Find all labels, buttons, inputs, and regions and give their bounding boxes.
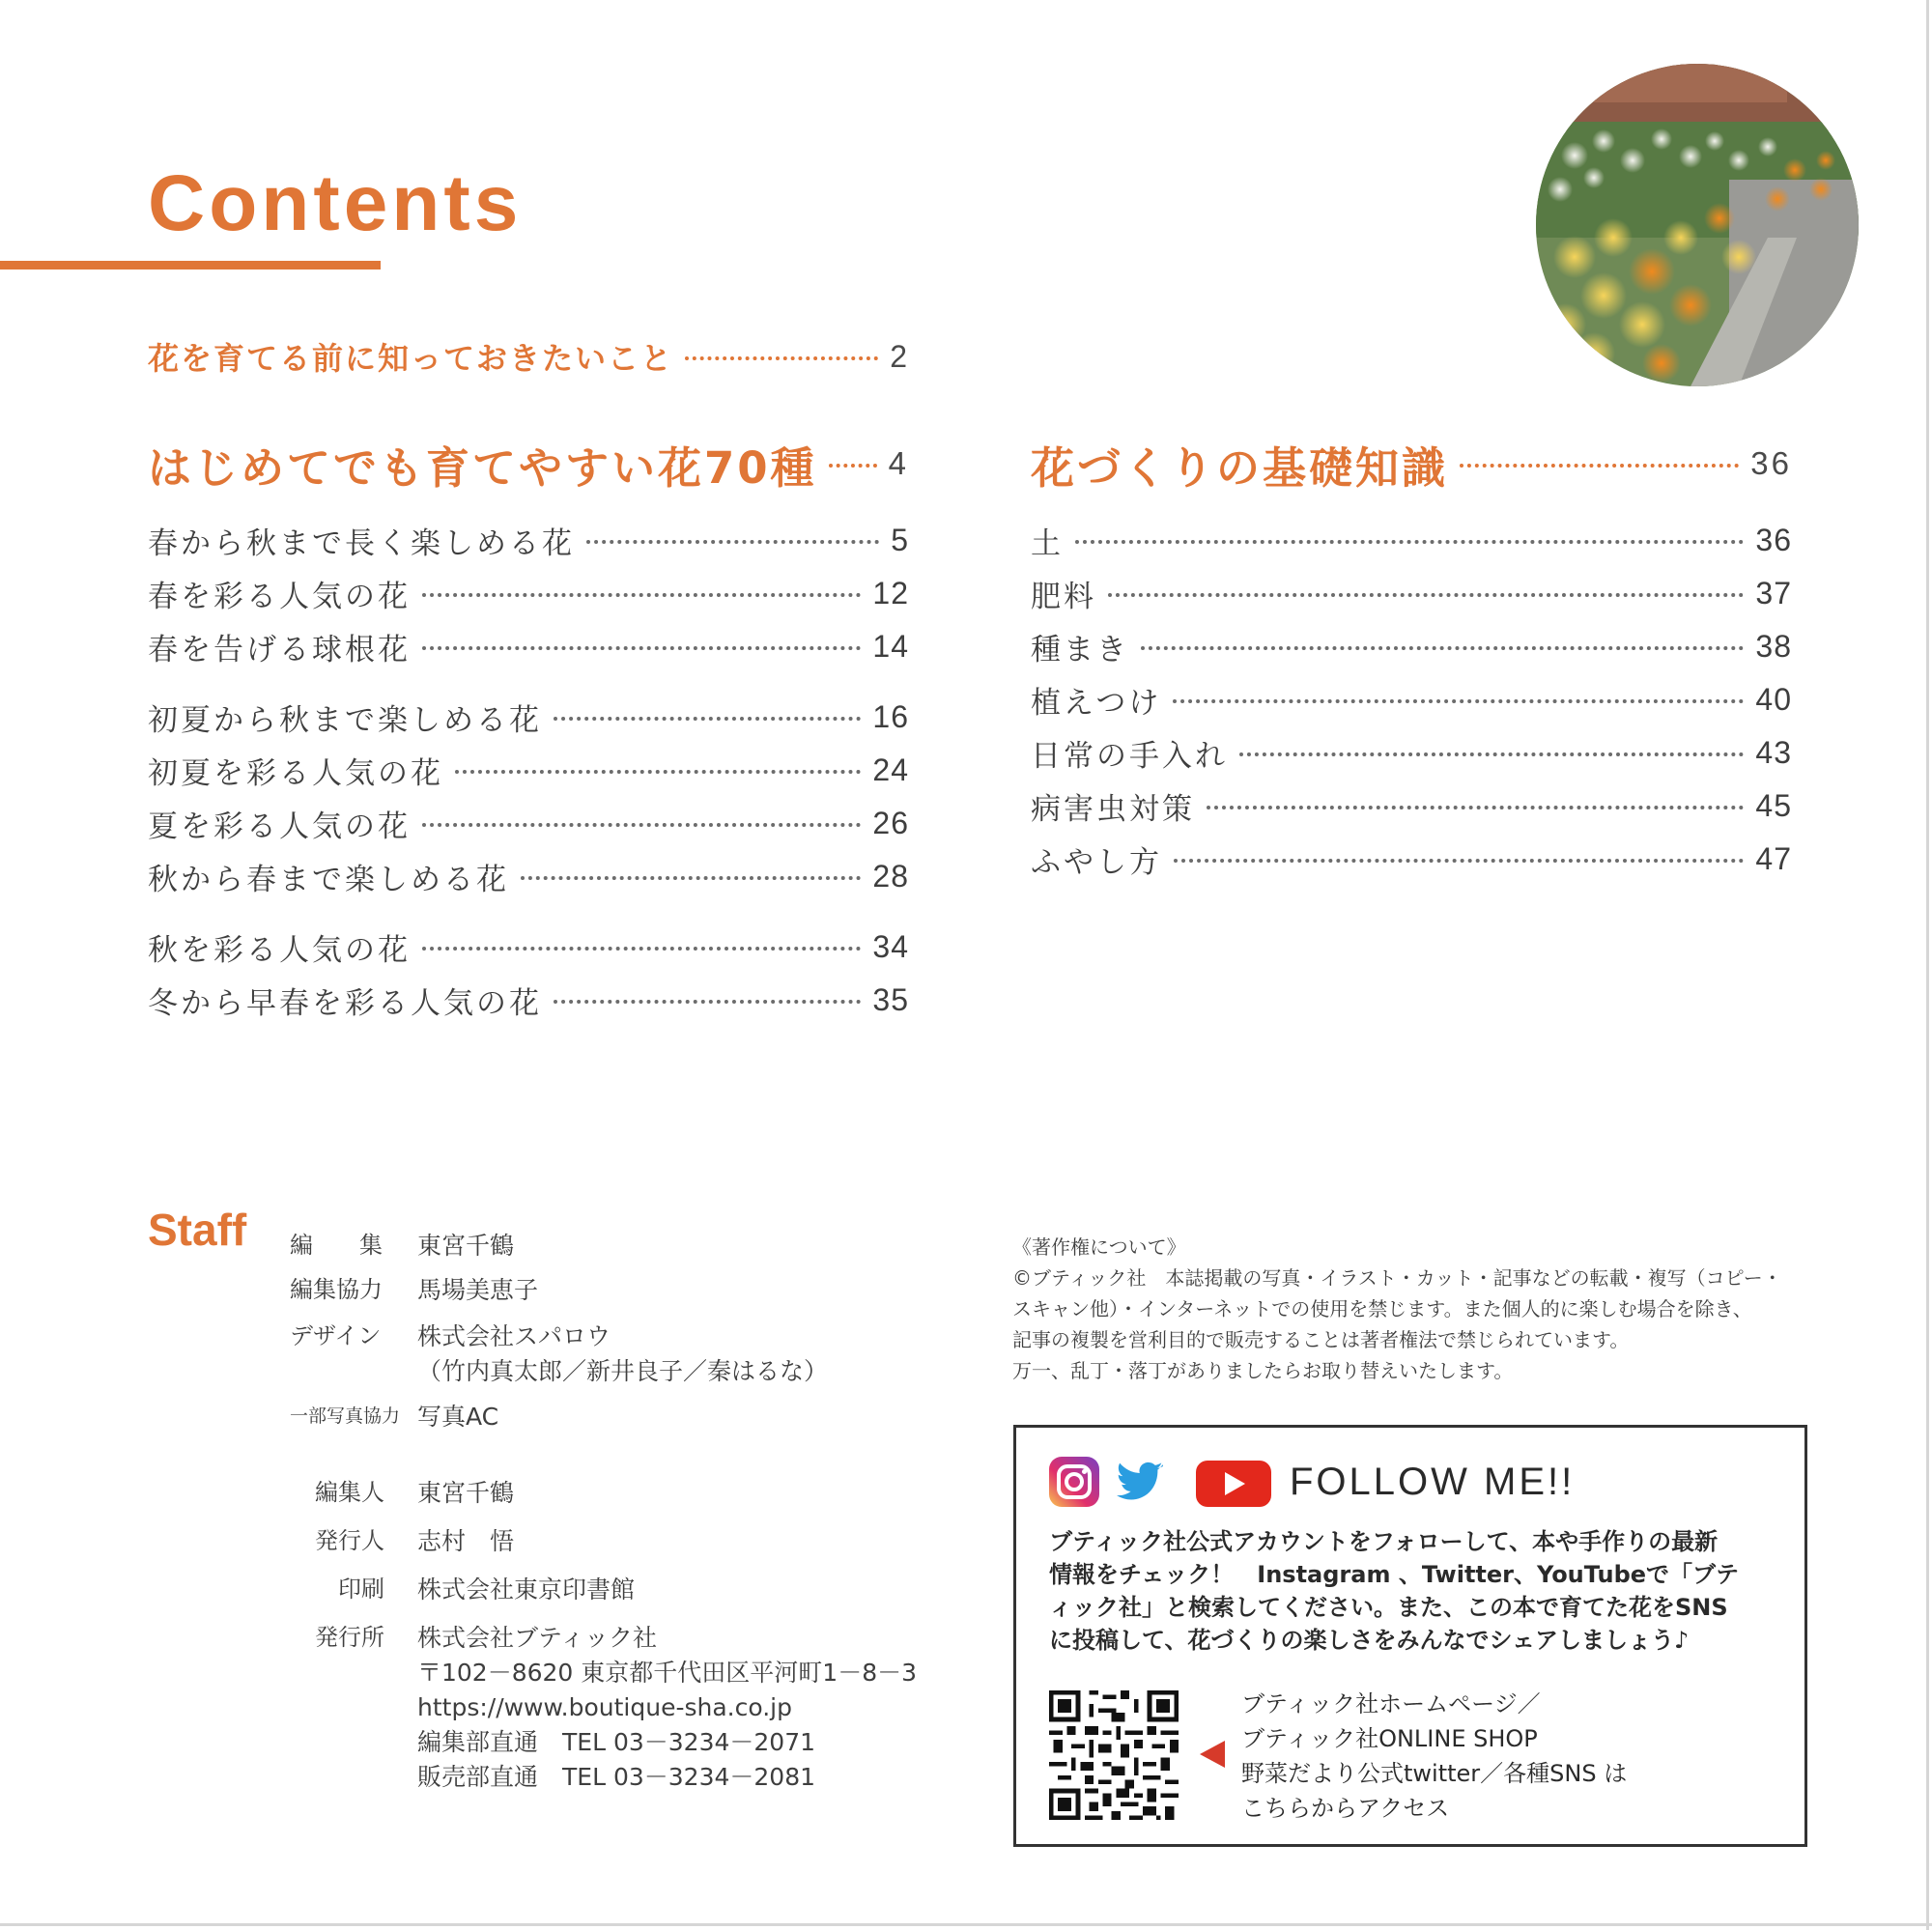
staff-value-photo: 写真AC [417,1403,499,1431]
staff-title: Staff [148,1205,247,1255]
toc-item-page: 47 [1755,840,1792,876]
toc-intro-label: 花を育てる前に知っておきたいこと [148,340,674,377]
toc-item-page: 24 [872,752,909,787]
staff-value-printing: 株式会社東京印書館 [417,1575,636,1604]
page-title: Contents [148,159,523,247]
toc-leader [685,356,878,360]
toc-intro[interactable] [148,335,909,378]
youtube-icon[interactable] [1196,1461,1271,1507]
staff-label-printing: 印刷 [338,1575,384,1603]
toc-right-heading-page: 36 [1750,445,1792,481]
toc-leader [829,464,877,468]
toc-item-page: 34 [872,928,909,964]
toc-item-label: 夏を彩る人気の花 [148,809,411,844]
toc-item[interactable] [148,695,909,738]
toc-item[interactable] [1031,678,1792,721]
toc-item[interactable] [148,519,909,561]
toc-item-label: 冬から早春を彩る人気の花 [148,985,542,1021]
follow-line: 情報をチェック！ Instagram 、Twitter、YouTubeで「ブテ [1049,1561,1740,1588]
toc-leader [422,593,861,597]
twitter-icon[interactable] [1117,1462,1163,1500]
staff-value-editing-assist: 馬場美恵子 [417,1276,539,1304]
toc-right-heading-label: 花づくりの基礎知識 [1031,441,1449,494]
toc-item[interactable] [1031,837,1792,880]
toc-leader [1173,699,1744,703]
toc-right-heading[interactable] [1031,435,1792,493]
arrow-left-icon [1200,1741,1225,1768]
toc-item-page: 26 [872,805,909,840]
toc-item-page: 35 [872,981,909,1017]
toc-item[interactable] [148,625,909,667]
staff-tel-sales: 販売部直通 TEL 03－3234－2081 [417,1763,816,1791]
toc-item-label: ふやし方 [1031,844,1162,880]
toc-item-label: 春を彩る人気の花 [148,579,411,614]
staff-address: 〒102－8620 東京都千代田区平河町1－8－3 [417,1659,918,1687]
toc-item-page: 45 [1755,787,1792,823]
copyright-line: ©ブティック社 本誌掲載の写真・イラスト・カット・記事などの転載・複写（コピー・ [1012,1266,1782,1290]
staff-value-editing: 東宮千鶴 [417,1232,515,1260]
toc-item-page: 16 [872,698,909,734]
toc-item[interactable] [1031,519,1792,561]
toc-item[interactable] [1031,572,1792,614]
toc-leader [1460,464,1739,468]
toc-leader [1108,593,1744,597]
toc-item-label: 秋から春まで楽しめる花 [148,862,509,897]
staff-value-design-members: （竹内真太郎／新井良子／秦はるな） [417,1357,829,1385]
toc-item[interactable] [1031,731,1792,774]
copyright-heading: 《著作権について》 [1012,1235,1186,1259]
toc-item[interactable] [148,749,909,791]
staff-value-editor: 東宮千鶴 [417,1479,515,1507]
staff-value-publisher: 志村 悟 [417,1527,515,1555]
toc-item-page: 38 [1755,628,1792,664]
toc-item[interactable] [148,925,909,968]
qr-description [1241,1687,1627,1826]
toc-item-label: 種まき [1031,632,1129,667]
title-underline [0,261,381,270]
toc-leader [521,876,861,880]
toc-item-page: 37 [1755,575,1792,610]
toc-item-page: 43 [1755,734,1792,770]
instagram-icon[interactable] [1049,1457,1099,1507]
copyright-line: 記事の複製を営利目的で販売することは著者権法で禁じられています。 [1012,1328,1630,1351]
follow-line: ィック社」と検索してください。また、この本で育てた花をSNS [1049,1594,1728,1621]
flower-bed-photo [1536,64,1859,386]
staff-label-editing: 編 集 [290,1232,383,1259]
qr-line: こちらからアクセス [1241,1795,1450,1822]
toc-leader [422,646,861,650]
staff-label-publisher: 発行人 [315,1527,384,1554]
staff-value-office: 株式会社ブティック社 [417,1624,658,1652]
toc-leader [1239,752,1744,756]
toc-item[interactable] [148,572,909,614]
toc-item-label: 肥料 [1031,579,1096,614]
page-edge-right [1926,0,1929,1930]
qr-line: 野菜だより公式twitter／各種SNS は [1241,1760,1628,1787]
toc-item-label: 病害虫対策 [1031,791,1195,827]
toc-item-page: 12 [872,575,909,610]
staff-label-editor: 編集人 [315,1479,384,1506]
toc-leader [586,540,879,544]
toc-item-label: 初夏から秋まで楽しめる花 [148,702,542,738]
toc-left-heading-label: はじめてでも育てやすい花70種 [148,441,817,494]
toc-item-label: 春から秋まで長く楽しめる花 [148,525,575,561]
toc-leader [554,717,861,721]
toc-item-label: 土 [1031,525,1064,561]
staff-label-office: 発行所 [315,1624,384,1651]
toc-item[interactable] [1031,784,1792,827]
staff-value-design: 株式会社スパロウ [417,1322,611,1350]
follow-box [1013,1425,1807,1847]
toc-item-label: 初夏を彩る人気の花 [148,755,443,791]
toc-leader [455,770,861,774]
toc-leader [1174,859,1744,863]
toc-leader [1207,806,1744,809]
page-edge-bottom [0,1923,1932,1926]
toc-item[interactable] [148,802,909,844]
toc-item[interactable] [1031,625,1792,667]
qr-line: ブティック社ホームページ／ [1241,1690,1541,1717]
qr-code[interactable] [1049,1690,1179,1820]
toc-leader [554,1000,861,1004]
copyright-notice [1012,1232,1843,1386]
follow-title: FOLLOW ME!! [1290,1461,1576,1503]
toc-leader [422,947,861,951]
toc-leader [422,823,861,827]
staff-tel-editorial: 編集部直通 TEL 03－3234－2071 [417,1728,816,1756]
toc-leader [1141,646,1744,650]
qr-line: ブティック社ONLINE SHOP [1241,1725,1538,1752]
follow-line: ブティック社公式アカウントをフォローして、本や手作りの最新 [1049,1528,1719,1555]
toc-left-heading-page: 4 [888,445,909,481]
copyright-line: スキャン他）・インターネットでの使用を禁じます。また個人的に楽しむ場合を除き、 [1012,1297,1752,1320]
toc-item-page: 40 [1755,681,1792,717]
toc-item[interactable] [148,855,909,897]
toc-item-label: 植えつけ [1031,685,1162,721]
toc-leader [1075,540,1744,544]
staff-url[interactable]: https://www.boutique-sha.co.jp [417,1693,792,1721]
toc-intro-page: 2 [890,338,909,374]
toc-item-label: 秋を彩る人気の花 [148,932,411,968]
staff-label-editing-assist: 編集協力 [290,1276,383,1303]
copyright-line: 万一、乱丁・落丁がありましたらお取り替えいたします。 [1012,1359,1514,1382]
staff-label-design: デザイン [290,1322,382,1349]
toc-item-label: 日常の手入れ [1031,738,1228,774]
toc-item-label: 春を告げる球根花 [148,632,411,667]
follow-line: に投稿して、花づくりの楽しさをみんなでシェアしましょう♪ [1049,1627,1690,1654]
toc-item-page: 14 [872,628,909,664]
toc-left-heading[interactable] [148,435,909,493]
toc-item[interactable] [148,979,909,1021]
toc-item-page: 5 [891,522,909,557]
follow-description [1049,1525,1793,1657]
staff-label-photo: 一部写真協力 [290,1405,401,1427]
toc-item-page: 36 [1755,522,1792,557]
toc-item-page: 28 [872,858,909,894]
